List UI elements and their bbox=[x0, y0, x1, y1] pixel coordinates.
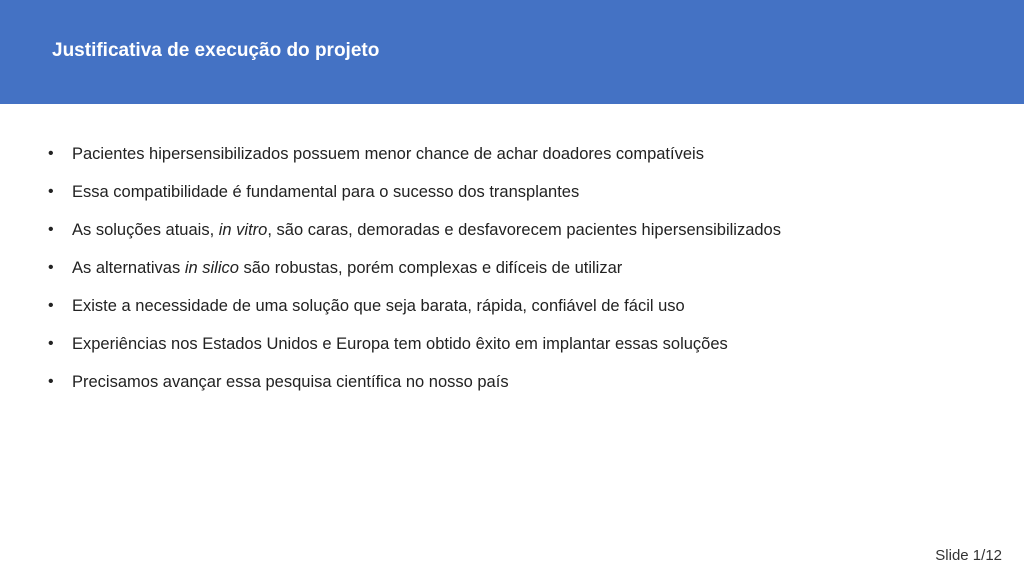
bullet-text bbox=[72, 221, 781, 239]
bullet-text-italic: in silico bbox=[184, 259, 239, 277]
bullet-text-segment: Precisamos avançar essa pesquisa científica no nosso país bbox=[72, 373, 509, 391]
bullet-text-segment: são robustas, porém complexas e difíceis de utilizar bbox=[238, 259, 623, 277]
bullet-text-segment: Essa compatibilidade é fundamental para o sucesso dos transplantes bbox=[72, 183, 580, 201]
bullet-dot-icon: • bbox=[48, 183, 54, 200]
bullet-item bbox=[48, 366, 781, 404]
bullet-text-segment: Existe a necessidade de uma solução que seja barata, rápida, confiável de fácil uso bbox=[72, 297, 685, 315]
slide-number: Slide 1/12 bbox=[935, 547, 1002, 564]
bullet-text bbox=[72, 183, 579, 201]
bullet-dot-icon: • bbox=[48, 297, 54, 314]
bullet-text bbox=[72, 297, 685, 315]
bullet-item bbox=[48, 328, 781, 366]
bullet-text bbox=[72, 259, 622, 277]
bullet-text bbox=[72, 373, 509, 391]
bullet-dot-icon: • bbox=[48, 221, 54, 238]
bullet-text-segment: As soluções atuais, bbox=[72, 221, 219, 239]
bullet-item bbox=[48, 138, 781, 176]
bullet-text-segment: , são caras, demoradas e desfavorecem pacientes hipersensibilizados bbox=[267, 221, 781, 239]
header-bar bbox=[0, 0, 1024, 104]
bullet-item bbox=[48, 252, 781, 290]
bullet-text bbox=[72, 145, 704, 163]
slide-title: Justificativa de execução do projeto bbox=[52, 40, 380, 61]
bullet-text-segment: Pacientes hipersensibilizados possuem menor chance de achar doadores compatíveis bbox=[72, 145, 704, 163]
bullet-text-segment: Experiências nos Estados Unidos e Europa tem obtido êxito em implantar essas soluções bbox=[72, 335, 728, 353]
bullet-item bbox=[48, 176, 781, 214]
bullet-list bbox=[48, 138, 781, 404]
bullet-dot-icon: • bbox=[48, 145, 54, 162]
bullet-text-segment: As alternativas bbox=[72, 259, 185, 277]
bullet-dot-icon: • bbox=[48, 373, 54, 390]
bullet-text bbox=[72, 335, 728, 353]
bullet-text-italic: in vitro bbox=[218, 221, 268, 239]
bullet-dot-icon: • bbox=[48, 259, 54, 276]
bullet-item bbox=[48, 214, 781, 252]
bullet-item bbox=[48, 290, 781, 328]
bullet-dot-icon: • bbox=[48, 335, 54, 352]
